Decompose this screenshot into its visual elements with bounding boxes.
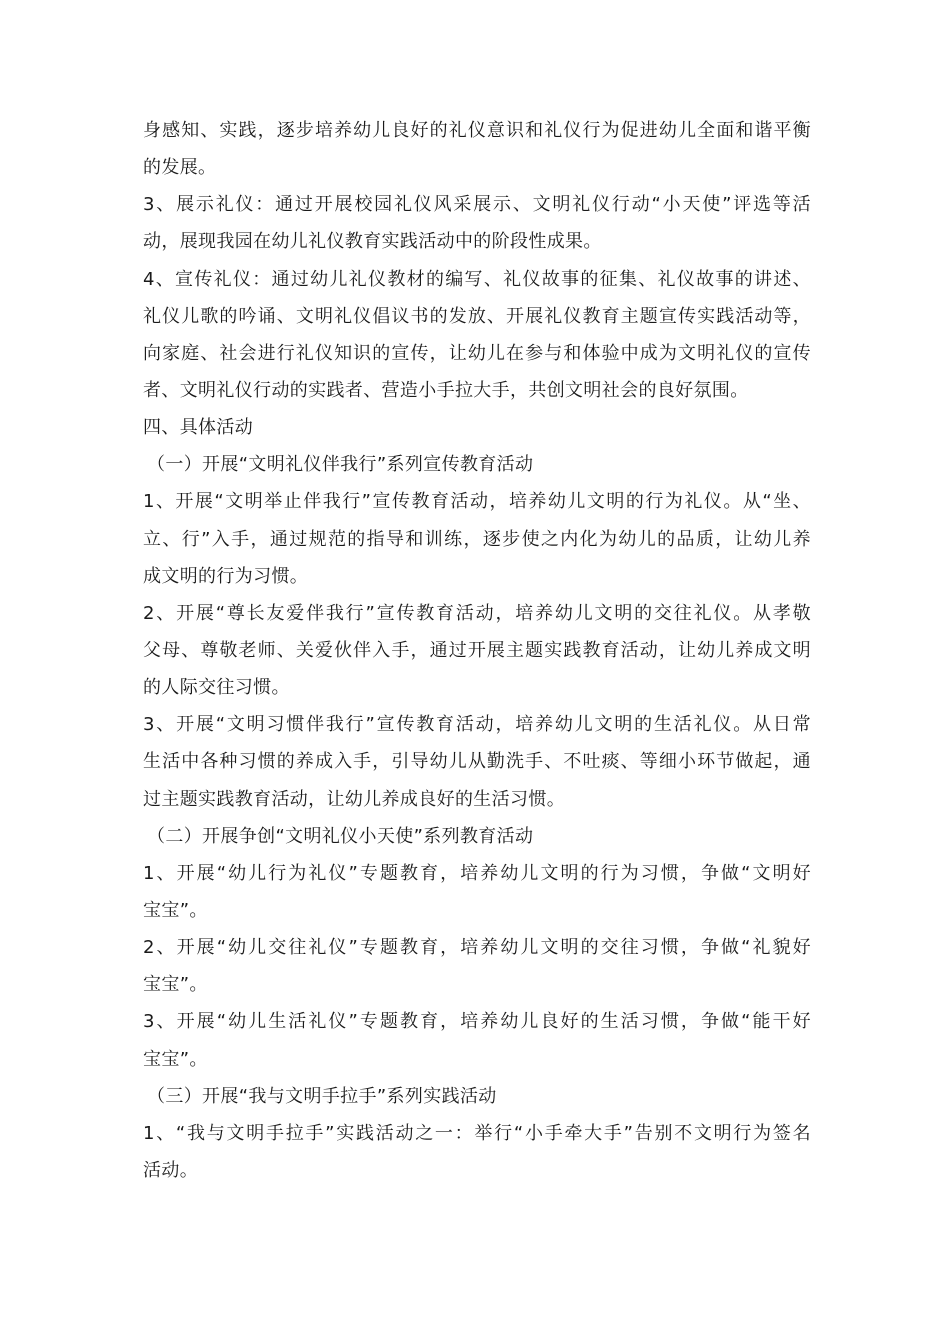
document-text-line: 宝宝”。 <box>143 899 208 921</box>
section-subheading-line: （二）开展争创“文明礼仪小天使”系列教育活动 <box>147 825 534 847</box>
document-text-line: 身感知、实践，逐步培养幼儿良好的礼仪意识和礼仪行为促进幼儿全面和谐平衡 <box>143 120 811 141</box>
document-text-line: 四、具体活动 <box>143 417 254 439</box>
document-text-line: 2、开展“尊长友爱伴我行”宣传教育活动，培养幼儿文明的交往礼仪。从孝敬 <box>143 602 811 624</box>
document-text-line: 1、开展“幼儿行为礼仪”专题教育，培养幼儿文明的行为习惯，争做“文明好 <box>143 862 811 884</box>
document-body <box>143 112 811 1189</box>
document-text-line: 动，展现我园在幼儿礼仪教育实践活动中的阶段性成果。 <box>143 231 602 253</box>
document-text-line: 的发展。 <box>143 157 217 179</box>
document-text-line: 过主题实践教育活动，让幼儿养成良好的生活习惯。 <box>143 788 566 810</box>
document-text-line: 宝宝”。 <box>143 1048 208 1070</box>
document-text-line: 礼仪儿歌的吟诵、文明礼仪倡议书的发放、开展礼仪教育主题宣传实践活动等， <box>143 305 811 327</box>
document-text-line: 1、开展“文明举止伴我行”宣传教育活动，培养幼儿文明的行为礼仪。从“坐、 <box>143 491 811 513</box>
document-text-line: 3、开展“幼儿生活礼仪”专题教育，培养幼儿良好的生活习惯，争做“能干好 <box>143 1011 811 1033</box>
document-text-line: 向家庭、社会进行礼仪知识的宣传，让幼儿在参与和体验中成为文明礼仪的宣传 <box>143 342 811 364</box>
document-text-line: 的人际交往习惯。 <box>143 677 290 699</box>
section-subheading-line: （三）开展“我与文明手拉手”系列实践活动 <box>147 1085 497 1107</box>
document-text-line: 宝宝”。 <box>143 974 208 996</box>
document-text-line: 活动。 <box>143 1159 199 1181</box>
document-text-line: 4、宣传礼仪：通过幼儿礼仪教材的编写、礼仪故事的征集、礼仪故事的讲述、 <box>143 268 811 290</box>
document-text-line: 生活中各种习惯的养成入手，引导幼儿从勤洗手、不吐痰、等细小环节做起，通 <box>143 751 811 773</box>
document-text-line: 者、文明礼仪行动的实践者、营造小手拉大手，共创文明社会的良好氛围。 <box>143 379 749 401</box>
document-text-line: 成文明的行为习惯。 <box>143 565 309 587</box>
document-text-line: 3、展示礼仪：通过开展校园礼仪风采展示、文明礼仪行动“小天使”评选等活 <box>143 194 811 216</box>
document-text-line: 1、“我与文明手拉手”实践活动之一：举行“小手牵大手”告别不文明行为签名 <box>143 1122 811 1144</box>
document-text-line: 立、行”入手，通过规范的指导和训练，逐步使之内化为幼儿的品质，让幼儿养 <box>143 528 811 550</box>
section-subheading-line: （一）开展“文明礼仪伴我行”系列宣传教育活动 <box>147 454 534 476</box>
document-text-line: 3、开展“文明习惯伴我行”宣传教育活动，培养幼儿文明的生活礼仪。从日常 <box>143 714 811 736</box>
document-text-line: 2、开展“幼儿交往礼仪”专题教育，培养幼儿文明的交往习惯，争做“礼貌好 <box>143 937 811 959</box>
document-text-line: 父母、尊敬老师、关爱伙伴入手，通过开展主题实践教育活动，让幼儿养成文明 <box>143 639 811 661</box>
